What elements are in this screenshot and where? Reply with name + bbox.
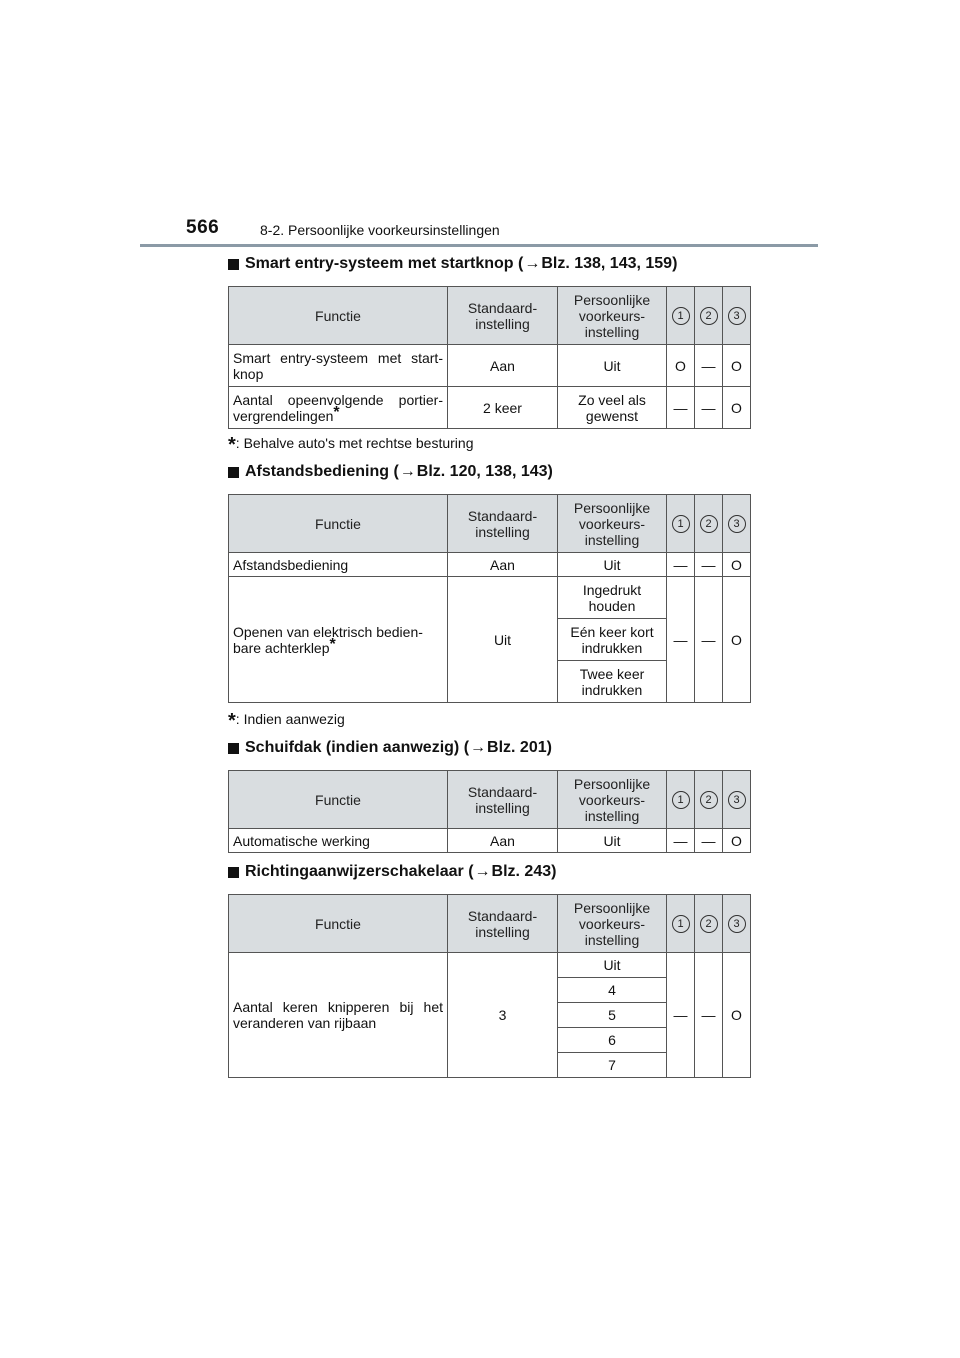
cell-option: 7 [558, 1053, 667, 1078]
table-header-row [229, 287, 751, 345]
cell-persoonlijk: Uit [558, 345, 667, 387]
col-1 [667, 287, 695, 345]
col-functie: Functie [229, 771, 448, 829]
cell-c1: — [667, 829, 695, 853]
cell-functie: Smart entry-systeem met start-knop [229, 345, 448, 387]
footnote-marker: * [228, 434, 236, 456]
header-rule [140, 244, 818, 247]
table-header-row [229, 895, 751, 953]
cell-c3: O [723, 345, 751, 387]
table-smart-entry [228, 286, 751, 429]
cell-c2: — [695, 387, 723, 429]
col-persoonlijk: Persoonlijke voorkeurs-instelling [558, 895, 667, 953]
footnote-marker: * [228, 710, 236, 732]
circled-3-icon: 3 [728, 515, 746, 533]
cell-standaard: Uit [448, 577, 558, 703]
square-bullet-icon [228, 743, 239, 754]
cell-c3: O [723, 553, 751, 577]
circled-3-icon: 3 [728, 307, 746, 325]
square-bullet-icon [228, 467, 239, 478]
cell-option: 6 [558, 1028, 667, 1053]
cell-c2: — [695, 953, 723, 1078]
col-standaard: Standaard-instelling [448, 287, 558, 345]
circled-3-icon: 3 [728, 915, 746, 933]
circled-1-icon: 1 [672, 515, 690, 533]
cell-standaard: Aan [448, 553, 558, 577]
cell-c2: — [695, 345, 723, 387]
circled-1-icon: 1 [672, 307, 690, 325]
footnote-afstandsbediening: *: Indien aanwezig [228, 710, 345, 732]
table-schuifdak [228, 770, 751, 853]
col-3 [723, 495, 751, 553]
cell-functie: Aantal opeenvolgende portier-vergrendelingen* [229, 387, 448, 429]
section-title: 8-2. Persoonlijke voorkeursinstellingen [260, 222, 500, 238]
square-bullet-icon [228, 259, 239, 270]
circled-2-icon: 2 [700, 515, 718, 533]
table-afstandsbediening [228, 494, 751, 703]
col-standaard: Standaard-instelling [448, 771, 558, 829]
circled-2-icon: 2 [700, 307, 718, 325]
cell-c1: — [667, 577, 695, 703]
cell-c1: — [667, 553, 695, 577]
table-row [229, 829, 751, 853]
col-persoonlijk: Persoonlijke voorkeurs-instelling [558, 771, 667, 829]
col-standaard: Standaard-instelling [448, 895, 558, 953]
col-1 [667, 895, 695, 953]
col-functie: Functie [229, 287, 448, 345]
cell-c1: O [667, 345, 695, 387]
cell-c3: O [723, 387, 751, 429]
footnote-marker: * [329, 635, 336, 653]
heading-smart-entry: Smart entry-systeem met startknop ( → Blz. 138, 143, 159) [228, 255, 677, 273]
table-header-row [229, 495, 751, 553]
cell-option: Ingedrukt houden [558, 577, 667, 619]
cell-c1: — [667, 953, 695, 1078]
heading-richtingaanwijzer: Richtingaanwijzerschakelaar ( → Blz. 243) [228, 863, 556, 881]
table-row [229, 345, 751, 387]
col-functie: Functie [229, 895, 448, 953]
table-row [229, 387, 751, 429]
circled-1-icon: 1 [672, 915, 690, 933]
circled-2-icon: 2 [700, 915, 718, 933]
cell-option: Uit [558, 953, 667, 978]
circled-1-icon: 1 [672, 791, 690, 809]
arrow-right-icon: → [474, 863, 491, 880]
cell-c3: O [723, 829, 751, 853]
heading-afstandsbediening: Afstandsbediening ( → Blz. 120, 138, 143) [228, 463, 553, 481]
cell-standaard: 3 [448, 953, 558, 1078]
cell-functie: Afstandsbediening [229, 553, 448, 577]
col-3 [723, 895, 751, 953]
cell-c3: O [723, 577, 751, 703]
col-2 [695, 771, 723, 829]
cell-c3: O [723, 953, 751, 1078]
cell-c1: — [667, 387, 695, 429]
square-bullet-icon [228, 867, 239, 878]
cell-option: Eén keer kort indrukken [558, 619, 667, 661]
cell-functie: Automatische werking [229, 829, 448, 853]
table-row [229, 553, 751, 577]
cell-functie: Aantal keren knipperen bij het veranderen van rijbaan [229, 953, 448, 1078]
col-1 [667, 771, 695, 829]
cell-option: 5 [558, 1003, 667, 1028]
cell-c2: — [695, 553, 723, 577]
cell-option: 4 [558, 978, 667, 1003]
col-2 [695, 895, 723, 953]
arrow-right-icon: → [524, 255, 541, 272]
footnote-marker: * [333, 403, 340, 421]
circled-3-icon: 3 [728, 791, 746, 809]
cell-persoonlijk: Uit [558, 829, 667, 853]
col-3 [723, 287, 751, 345]
table-richtingaanwijzer [228, 894, 751, 1078]
cell-standaard: 2 keer [448, 387, 558, 429]
col-3 [723, 771, 751, 829]
col-persoonlijk: Persoonlijke voorkeurs-instelling [558, 495, 667, 553]
circled-2-icon: 2 [700, 791, 718, 809]
table-row [229, 577, 751, 619]
footnote-smart-entry: *: Behalve auto's met rechtse besturing [228, 434, 474, 456]
arrow-right-icon: → [399, 463, 416, 480]
col-persoonlijk: Persoonlijke voorkeurs-instelling [558, 287, 667, 345]
col-functie: Functie [229, 495, 448, 553]
table-header-row [229, 771, 751, 829]
cell-standaard: Aan [448, 829, 558, 853]
cell-c2: — [695, 829, 723, 853]
col-1 [667, 495, 695, 553]
heading-schuifdak: Schuifdak (indien aanwezig) ( → Blz. 201) [228, 739, 552, 757]
cell-persoonlijk: Zo veel als gewenst [558, 387, 667, 429]
col-2 [695, 287, 723, 345]
cell-persoonlijk: Uit [558, 553, 667, 577]
arrow-right-icon: → [470, 739, 487, 756]
cell-c2: — [695, 577, 723, 703]
page-number: 566 [186, 217, 220, 238]
col-2 [695, 495, 723, 553]
cell-option: Twee keer indrukken [558, 661, 667, 703]
table-row [229, 953, 751, 978]
cell-functie: Openen van elektrisch bedien-bare achterklep* [229, 577, 448, 703]
col-standaard: Standaard-instelling [448, 495, 558, 553]
cell-standaard: Aan [448, 345, 558, 387]
